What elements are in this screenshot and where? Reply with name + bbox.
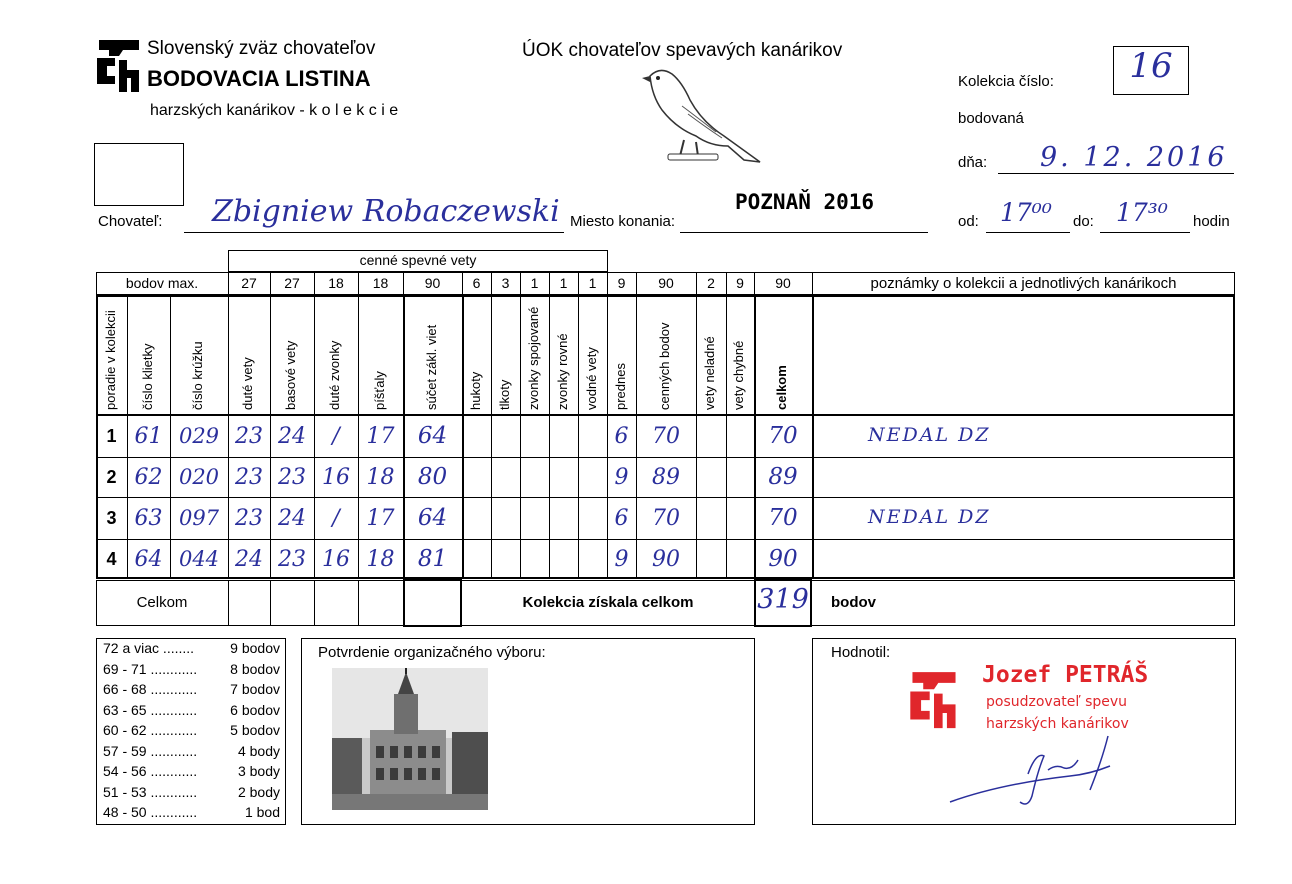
notes-header: poznámky o kolekcii a jednotlivých kanárikoch: [870, 275, 1177, 292]
date-value: 9. 12. 2016: [1040, 142, 1228, 173]
max-row-divider: [812, 272, 813, 295]
max-value: 90: [658, 275, 674, 291]
judge-line1: posudzovateľ spevu: [986, 694, 1128, 710]
scale-points: 7 bodov: [230, 681, 280, 697]
confirmation-label: Potvrdenie organizačného výboru:: [318, 644, 546, 661]
column-header: vodné vety: [583, 347, 599, 410]
collection-number-label: Kolekcia číslo:: [958, 73, 1054, 90]
delivery-value: 6: [614, 423, 629, 449]
column-divider: [520, 295, 521, 579]
judge-line2: harzských kanárikov: [986, 716, 1129, 732]
max-value: 9: [617, 275, 626, 291]
cage-number: 62: [134, 464, 163, 490]
max-value: 27: [284, 275, 300, 291]
ring-number: 097: [178, 506, 220, 531]
scale-points: 4 body: [237, 742, 280, 759]
scale-range: 54 - 56 ............: [103, 763, 198, 779]
max-value: 9: [736, 275, 744, 291]
column-header: vety chybné: [731, 340, 746, 410]
collection-total-value: 319: [757, 584, 809, 615]
ring-number: 020: [178, 465, 220, 490]
base-sum-value: 64: [417, 505, 448, 532]
scored-label: bodovaná: [958, 110, 1024, 127]
hollow-bells-value: /: [332, 423, 340, 449]
column-divider: [696, 295, 697, 579]
scale-range: 69 - 71 ............: [103, 660, 198, 677]
row-note: NEDAL DZ: [868, 506, 991, 528]
column-header: číslo krúžku: [190, 341, 205, 410]
max-value: 90: [775, 275, 791, 291]
row-total-value: 89: [768, 464, 798, 491]
max-value: 1: [559, 275, 568, 291]
bass-phrases-value: 24: [278, 423, 306, 449]
scale-points: 1 bod: [244, 804, 280, 820]
row-total-value: 90: [768, 546, 798, 573]
max-value: 27: [241, 275, 257, 291]
row-number: 4: [106, 549, 117, 570]
to-label: do:: [1073, 213, 1094, 230]
hollow-bells-value: 16: [322, 546, 350, 572]
venue-label: Miesto konania:: [570, 213, 676, 230]
row-number: 2: [106, 467, 117, 488]
total-label: Celkom: [136, 594, 188, 611]
canary-illustration: [632, 66, 768, 166]
hollow-bells-value: /: [332, 505, 340, 531]
from-label: od:: [958, 213, 979, 230]
center-title: ÚOK chovateľov spevavých kanárikov: [522, 40, 843, 61]
whistles-value: 18: [366, 546, 395, 572]
scale-points: 6 bodov: [230, 701, 280, 718]
base-sum-value: 81: [417, 546, 448, 573]
scale-points: 2 body: [237, 783, 280, 800]
document-subtitle: harzských kanárikov - k o l e k c i e: [150, 102, 399, 119]
column-header: píšťaly: [371, 371, 387, 410]
column-header: duté zvonky: [327, 340, 342, 410]
column-header: hukoty: [467, 371, 483, 410]
hollow-phrases-value: 23: [235, 423, 263, 449]
hollow-phrases-value: 23: [235, 464, 263, 490]
collection-number-value: 16: [1129, 46, 1173, 86]
bass-phrases-value: 23: [278, 464, 306, 490]
column-header: zvonky rovné: [554, 333, 570, 410]
column-divider: [549, 295, 550, 579]
column-header: cenných bodov: [657, 322, 672, 410]
max-value: 2: [707, 275, 715, 291]
date-label: dňa:: [958, 154, 988, 171]
scale-range: 72 a viac ........: [103, 640, 195, 656]
org-logo: [93, 36, 145, 94]
column-header: tlkoty: [496, 379, 512, 410]
org-name: Slovenský zväz chovateľov: [147, 38, 376, 59]
scale-points: 5 bodov: [230, 722, 280, 738]
cage-number: 64: [134, 546, 163, 572]
valuable-header: cenné spevné vety: [359, 252, 477, 268]
judge-signature: [940, 730, 1130, 810]
max-value: 90: [424, 275, 441, 291]
whistles-value: 17: [366, 423, 395, 449]
column-divider: [812, 295, 814, 579]
hollow-phrases-value: 24: [235, 546, 263, 572]
valuable-points-value: 70: [652, 505, 680, 531]
column-header: basové vety: [283, 340, 298, 410]
bodov-max-label: bodov max.: [125, 275, 199, 291]
sum-total-box: [403, 579, 462, 627]
column-header: duté vety: [240, 357, 255, 410]
breeder-label: Chovateľ:: [98, 213, 163, 230]
bass-phrases-value: 23: [278, 546, 306, 572]
venue-value: POZNAŇ 2016: [735, 190, 875, 214]
judge-label: Hodnotil:: [831, 644, 891, 661]
row-total-value: 70: [768, 423, 798, 450]
hollow-bells-value: 16: [322, 464, 350, 490]
ring-number: 044: [178, 547, 220, 572]
column-divider: [578, 295, 579, 579]
delivery-value: 9: [614, 464, 629, 490]
scale-range: 63 - 65 ............: [103, 701, 198, 718]
breeder-value: Zbigniew Robaczewski: [212, 194, 560, 229]
max-value: 6: [472, 275, 481, 291]
from-value: 17⁰⁰: [1000, 198, 1052, 227]
stamp-logo: [906, 664, 962, 734]
scale-range: 57 - 59 ............: [103, 742, 198, 759]
row-total-value: 70: [768, 505, 798, 532]
max-value: 18: [328, 275, 344, 291]
column-divider: [726, 295, 727, 579]
valuable-points-value: 90: [652, 546, 680, 572]
column-header: zvonky spojované: [525, 306, 541, 410]
column-header: súčet zákl. viet: [423, 324, 439, 410]
base-sum-value: 80: [417, 464, 448, 491]
scale-range: 48 - 50 ............: [103, 804, 198, 820]
points-label: bodov: [831, 594, 876, 611]
base-sum-value: 64: [417, 423, 448, 450]
cage-number: 63: [134, 505, 163, 531]
max-value: 3: [501, 275, 510, 291]
column-header: poradie v kolekcii: [102, 310, 118, 410]
scale-range: 60 - 62 ............: [103, 722, 198, 738]
hours-label: hodin: [1193, 213, 1230, 230]
max-value: 1: [588, 275, 597, 291]
document-title: BODOVACIA LISTINA: [147, 66, 371, 91]
column-header: celkom: [774, 365, 789, 410]
photo-placeholder-box: [94, 143, 184, 206]
scale-points: 8 bodov: [230, 660, 280, 677]
column-divider: [491, 295, 492, 579]
judge-name: Jozef PETRÁŠ: [982, 662, 1149, 688]
valuable-points-value: 70: [652, 423, 680, 449]
row-note: NEDAL DZ: [868, 424, 991, 446]
whistles-value: 17: [366, 505, 395, 531]
ring-number: 029: [178, 424, 220, 449]
max-value: 18: [372, 275, 389, 291]
column-header: číslo klietky: [139, 343, 155, 410]
whistles-value: 18: [366, 464, 395, 490]
to-value: 17³⁰: [1116, 198, 1168, 227]
column-divider: [462, 295, 464, 579]
town-hall-photo: [332, 668, 488, 810]
collection-total-label: Kolekcia získala celkom: [522, 594, 694, 611]
delivery-value: 6: [614, 505, 629, 531]
max-value: 1: [530, 275, 539, 291]
valuable-points-value: 89: [652, 464, 680, 490]
scale-range: 51 - 53 ............: [103, 783, 198, 800]
bass-phrases-value: 24: [278, 505, 306, 531]
hollow-phrases-value: 23: [235, 505, 263, 531]
delivery-value: 9: [614, 546, 629, 572]
row-number: 3: [106, 508, 117, 529]
scale-range: 66 - 68 ............: [103, 681, 198, 697]
column-header: vety neladné: [702, 336, 717, 410]
cage-number: 61: [134, 423, 163, 449]
column-header: prednes: [612, 363, 628, 410]
scale-points: 3 body: [237, 763, 280, 779]
row-number: 1: [106, 426, 117, 447]
scale-points: 9 bodov: [230, 640, 280, 656]
